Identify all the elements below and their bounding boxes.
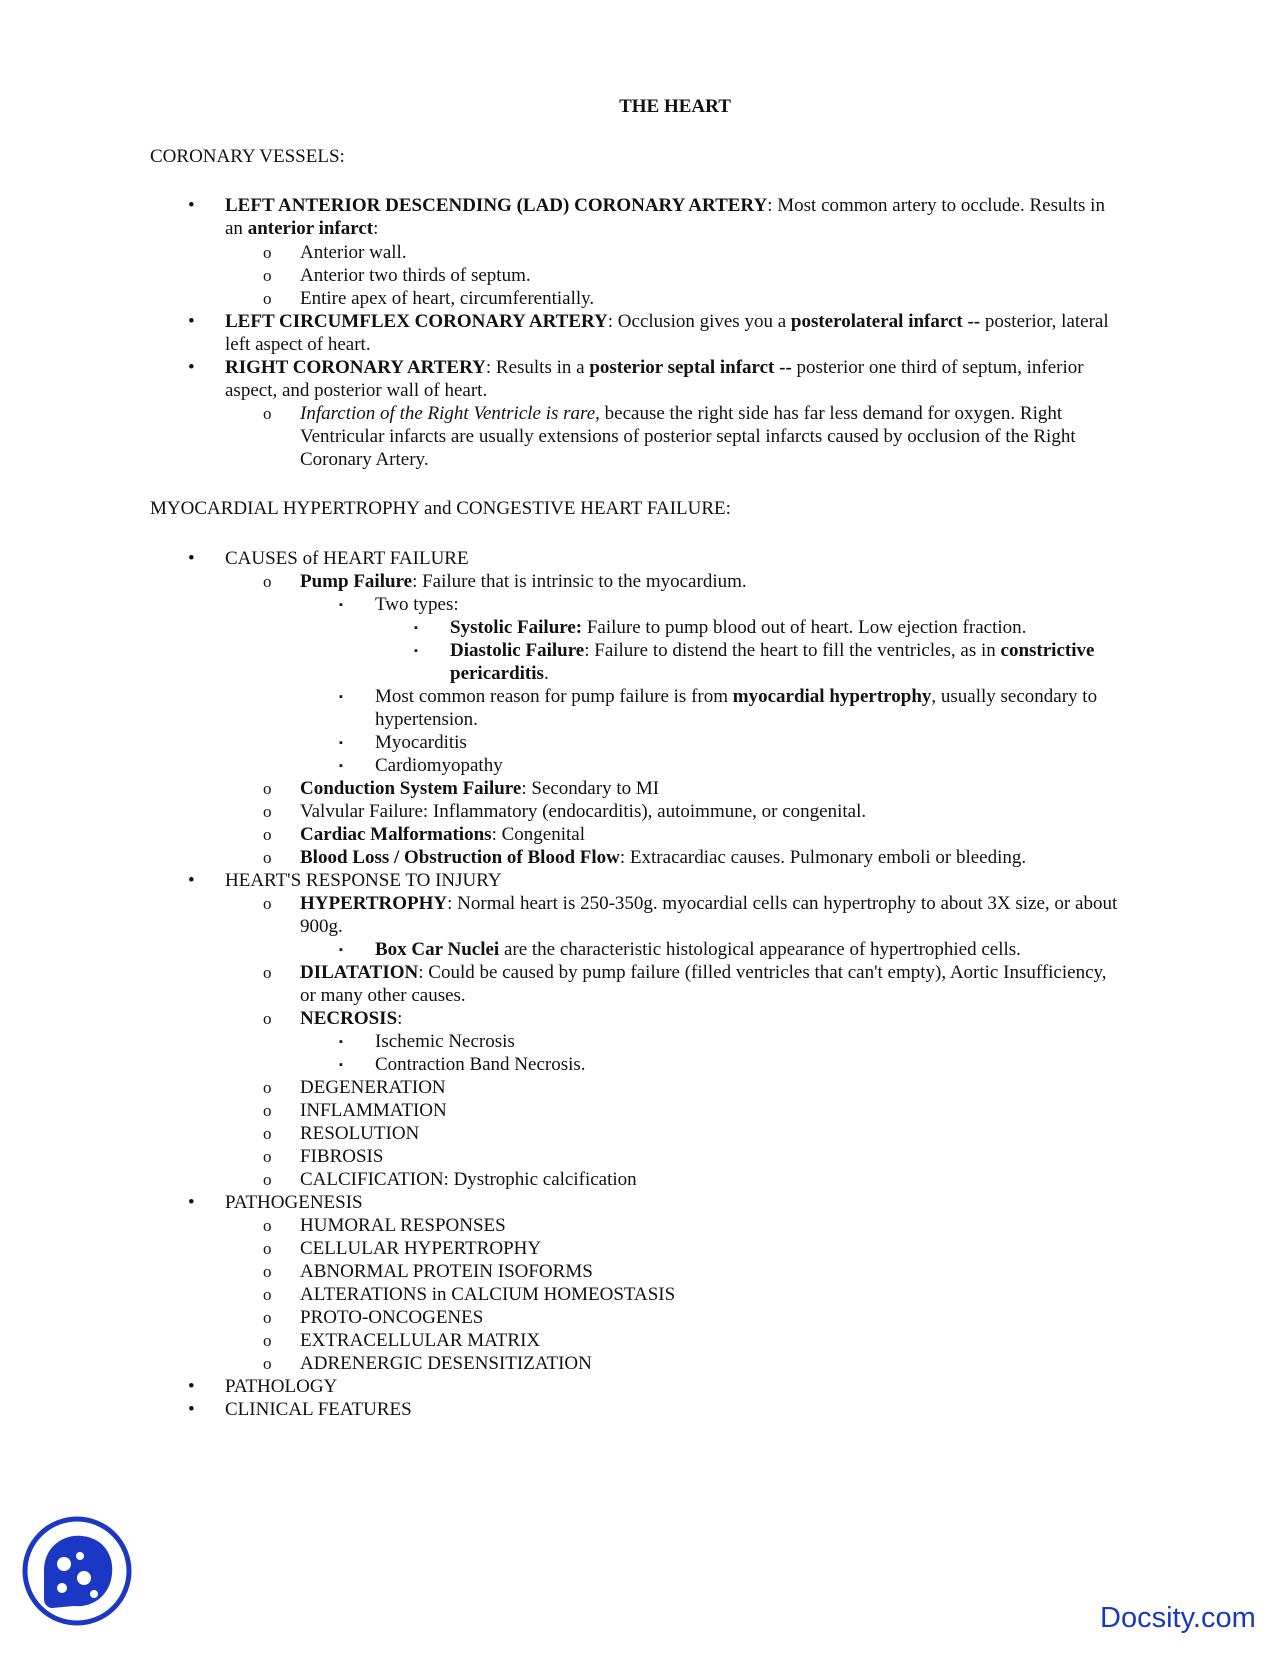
- bullet-icon: •: [188, 1376, 195, 1397]
- bullet-icon: o: [263, 1078, 272, 1097]
- list-item: Cardiac Malformations: Congenital: [300, 824, 585, 845]
- bullet-icon: o: [263, 1147, 272, 1166]
- list-item: NECROSIS:: [300, 1008, 403, 1029]
- list-item: HUMORAL RESPONSES: [300, 1215, 506, 1236]
- list-item-continuation: left aspect of heart.: [225, 334, 371, 355]
- list-item: CELLULAR HYPERTROPHY: [300, 1238, 542, 1259]
- list-item-continuation: or many other causes.: [300, 985, 466, 1006]
- list-item-continuation: aspect, and posterior wall of heart.: [225, 380, 488, 401]
- list-item: RESOLUTION: [300, 1123, 420, 1144]
- bullet-icon: ▪: [339, 944, 343, 956]
- bullet-icon: ▪: [339, 737, 343, 749]
- bullet-icon: o: [263, 289, 272, 308]
- bullet-icon: ▪: [339, 1059, 343, 1071]
- list-item: CALCIFICATION: Dystrophic calcification: [300, 1169, 637, 1190]
- list-item: PATHOGENESIS: [225, 1192, 363, 1213]
- bullet-icon: o: [263, 1354, 272, 1373]
- bullet-icon: o: [263, 266, 272, 285]
- bullet-icon: ▪: [339, 760, 343, 772]
- bullet-icon: o: [263, 404, 272, 423]
- list-item: HEART'S RESPONSE TO INJURY: [225, 870, 502, 891]
- list-item: Contraction Band Necrosis.: [375, 1054, 586, 1075]
- list-item: DEGENERATION: [300, 1077, 446, 1098]
- list-item-continuation: an anterior infarct:: [225, 218, 379, 239]
- bullet-icon: •: [188, 311, 195, 332]
- list-item: Infarction of the Right Ventricle is rare, because the right side has far less demand for oxygen. Right: [300, 403, 1063, 424]
- list-item: Two types:: [375, 594, 459, 615]
- bullet-icon: o: [263, 1170, 272, 1189]
- list-item: ADRENERGIC DESENSITIZATION: [300, 1353, 592, 1374]
- list-item: LEFT ANTERIOR DESCENDING (LAD) CORONARY ARTERY: Most common artery to occlude. Results in: [225, 195, 1105, 216]
- bullet-icon: o: [263, 1285, 272, 1304]
- list-item: Entire apex of heart, circumferentially.: [300, 288, 595, 309]
- list-item: FIBROSIS: [300, 1146, 384, 1167]
- list-item: INFLAMMATION: [300, 1100, 447, 1121]
- list-item-continuation: pericarditis.: [450, 663, 549, 684]
- bullet-icon: o: [263, 963, 272, 982]
- bullet-icon: o: [263, 848, 272, 867]
- list-item: Diastolic Failure: Failure to distend the heart to fill the ventricles, as in constrictive: [450, 640, 1095, 661]
- list-item: Blood Loss / Obstruction of Blood Flow: Extracardiac causes. Pulmonary emboli or bleeding.: [300, 847, 1027, 868]
- list-item: Conduction System Failure: Secondary to MI: [300, 778, 660, 799]
- bullet-icon: o: [263, 802, 272, 821]
- list-item: Pump Failure: Failure that is intrinsic to the myocardium.: [300, 571, 747, 592]
- bullet-icon: o: [263, 1308, 272, 1327]
- bullet-icon: o: [263, 1009, 272, 1028]
- list-item-continuation: Ventricular infarcts are usually extensions of posterior septal infarcts caused by occlusion of the Right: [300, 426, 1076, 447]
- list-item: EXTRACELLULAR MATRIX: [300, 1330, 541, 1351]
- list-item: CLINICAL FEATURES: [225, 1399, 412, 1420]
- page-title: THE HEART: [619, 96, 731, 117]
- list-item: Systolic Failure: Failure to pump blood out of heart. Low ejection fraction.: [450, 617, 1027, 638]
- list-item: Valvular Failure: Inflammatory (endocarditis), autoimmune, or congenital.: [300, 801, 867, 822]
- list-item-continuation: Coronary Artery.: [300, 449, 429, 470]
- bullet-icon: •: [188, 1192, 195, 1213]
- list-item: ABNORMAL PROTEIN ISOFORMS: [300, 1261, 593, 1282]
- docsity-logo-icon[interactable]: [22, 1516, 132, 1626]
- bullet-icon: •: [188, 870, 195, 891]
- list-item-continuation: 900g.: [300, 916, 343, 937]
- bullet-icon: •: [188, 195, 195, 216]
- list-item: Anterior two thirds of septum.: [300, 265, 531, 286]
- bullet-icon: o: [263, 894, 272, 913]
- list-item: PROTO-ONCOGENES: [300, 1307, 484, 1328]
- bullet-icon: •: [188, 548, 195, 569]
- list-item: Anterior wall.: [300, 242, 407, 263]
- bullet-icon: o: [263, 779, 272, 798]
- bullet-icon: o: [263, 1124, 272, 1143]
- bullet-icon: ▪: [414, 645, 418, 657]
- list-item: RIGHT CORONARY ARTERY: Results in a posterior septal infarct -- posterior one third of septum, inferior: [225, 357, 1084, 378]
- bullet-icon: ▪: [339, 1036, 343, 1048]
- list-item: Most common reason for pump failure is from myocardial hypertrophy, usually secondary to: [375, 686, 1098, 707]
- list-item: Box Car Nuclei are the characteristic histological appearance of hypertrophied cells.: [375, 939, 1021, 960]
- bullet-icon: o: [263, 572, 272, 591]
- term: LEFT ANTERIOR DESCENDING (LAD) CORONARY ARTERY: [225, 195, 768, 216]
- list-item: PATHOLOGY: [225, 1376, 338, 1397]
- bullet-icon: o: [263, 243, 272, 262]
- list-item: CAUSES of HEART FAILURE: [225, 548, 469, 569]
- bullet-icon: ▪: [339, 599, 343, 611]
- bullet-icon: •: [188, 1399, 195, 1420]
- list-item-continuation: hypertension.: [375, 709, 478, 730]
- list-item: HYPERTROPHY: Normal heart is 250-350g. myocardial cells can hypertrophy to about 3X size, or about: [300, 893, 1118, 914]
- bullet-icon: ▪: [339, 691, 343, 703]
- list-item: DILATATION: Could be caused by pump failure (filled ventricles that can't empty), Aortic Insufficiency,: [300, 962, 1107, 983]
- bullet-icon: •: [188, 357, 195, 378]
- list-item: LEFT CIRCUMFLEX CORONARY ARTERY: Occlusion gives you a posterolateral infarct -- posterior, lateral: [225, 311, 1109, 332]
- bullet-icon: ▪: [414, 622, 418, 634]
- bullet-icon: o: [263, 1216, 272, 1235]
- docsity-brand-link[interactable]: Docsity.com: [1100, 1602, 1256, 1634]
- bullet-icon: o: [263, 1239, 272, 1258]
- bullet-icon: o: [263, 1331, 272, 1350]
- list-item: ALTERATIONS in CALCIUM HOMEOSTASIS: [300, 1284, 676, 1305]
- list-item: Cardiomyopathy: [375, 755, 503, 776]
- list-item: Ischemic Necrosis: [375, 1031, 515, 1052]
- bullet-icon: o: [263, 825, 272, 844]
- section-heading-coronary: CORONARY VESSELS:: [150, 146, 345, 167]
- section-heading-hypertrophy: MYOCARDIAL HYPERTROPHY and CONGESTIVE HEART FAILURE:: [150, 498, 731, 519]
- list-item: Myocarditis: [375, 732, 467, 753]
- bullet-icon: o: [263, 1101, 272, 1120]
- bullet-icon: o: [263, 1262, 272, 1281]
